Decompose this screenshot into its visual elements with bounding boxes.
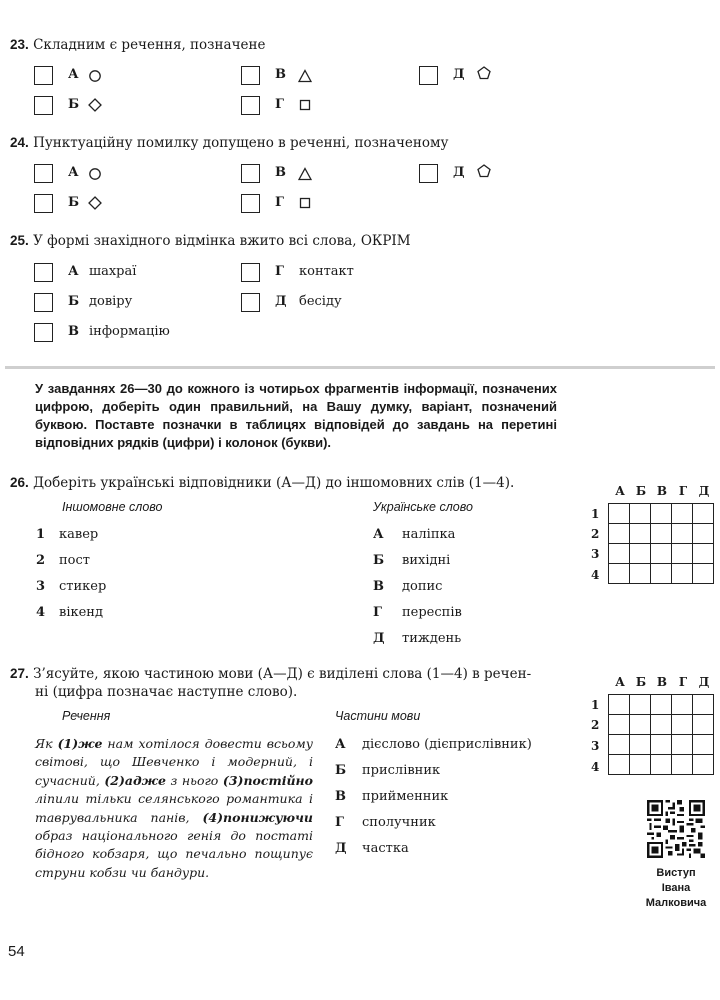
grid-cell[interactable] [693,715,714,735]
marker-1: (1) [57,736,79,751]
answer-box-h[interactable] [241,263,260,282]
grid-cell[interactable] [609,564,630,584]
grid-col-label: В [656,484,668,498]
grid-cell[interactable] [630,735,651,755]
option-word: наліпка [402,527,456,542]
diamond-icon [88,98,102,112]
grid-cell[interactable] [630,564,651,584]
answer-box-v[interactable] [241,66,260,85]
option-letter: Д [373,631,385,646]
grid-row-label: 1 [591,698,600,712]
q27-heading-cont: ні (цифра позначає наступне слово). [35,684,298,700]
grid-cell[interactable] [609,524,630,544]
question-number: 27. [10,666,29,681]
option-letter: Б [68,195,80,210]
answer-grid[interactable] [608,503,714,584]
answer-box-d[interactable] [419,164,438,183]
column-header-sentence: Речення [62,709,111,723]
grid-cell[interactable] [693,524,714,544]
qr-caption-line: Івана [661,882,691,894]
answer-box-d[interactable] [419,66,438,85]
item-word: пост [59,553,90,568]
grid-cell[interactable] [630,755,651,775]
question-number: 26. [10,475,29,490]
qr-code-icon[interactable] [647,800,705,858]
option-word: тиждень [402,631,462,646]
grid-cell[interactable] [672,504,693,524]
grid-row-label: 3 [591,739,600,753]
square-icon [298,196,312,210]
option-letter: Б [68,97,80,112]
passage-text: Як [35,736,58,751]
item-word: вікенд [59,605,103,620]
passage-text: нам хотілося довести всьому світові, що Шевченко і модерний, і сучасний, [35,736,313,788]
grid-cell[interactable] [630,504,651,524]
page-number: 54 [8,943,25,960]
section-instruction: У завданнях 26—30 до кожного із чотирьох фрагментів інформації, позначених цифрою, доберіть один правильний, на Вашу думку, варіант, позначений буквою. Поставте позначки в таблицях відповідей до завдань на перетині відповідних рядків (цифри) і колонок (букви). [35,381,557,450]
grid-cell[interactable] [651,544,672,564]
grid-cell[interactable] [630,695,651,715]
grid-cell[interactable] [609,715,630,735]
section-divider [5,366,715,369]
question-text: З’ясуйте, якою частиною мови (А—Д) є виділені слова (1—4) в речен- [33,666,532,682]
answer-box-v[interactable] [34,323,53,342]
answer-box-a[interactable] [34,164,53,183]
answer-box-a[interactable] [34,66,53,85]
circle-icon [88,69,102,83]
option-letter: А [373,527,384,542]
answer-box-h[interactable] [241,194,260,213]
passage-text: з нього [165,772,223,788]
qr-caption-line: Малковича [645,897,707,909]
marker-4: (4) [202,809,224,825]
option-letter: В [68,324,79,339]
column-header-foreign: Іншомовне слово [62,500,163,514]
grid-cell[interactable] [609,504,630,524]
q26-heading [10,475,514,491]
option-letter: А [68,165,79,180]
option-word: переспів [402,605,462,620]
answer-box-d[interactable] [241,293,260,312]
grid-cell[interactable] [693,564,714,584]
grid-cell[interactable] [693,695,714,715]
option-word: сполучник [362,815,436,830]
grid-cell[interactable] [672,735,693,755]
option-word: контакт [299,264,354,279]
grid-cell[interactable] [693,504,714,524]
grid-cell[interactable] [693,755,714,775]
highlighted-word: понижуючи [223,809,313,825]
triangle-icon [298,167,312,181]
option-letter: Б [68,294,80,309]
passage-text: образ національного генія до постаті бідного кобзаря, що печально пощипує струни кобзи чи бандури. [35,828,313,880]
q27-heading [10,666,531,682]
grid-cell[interactable] [672,755,693,775]
q25-heading [10,233,411,249]
grid-col-label: В [656,675,668,689]
answer-box-b[interactable] [34,96,53,115]
option-word: дієслово (дієприслівник) [362,737,532,752]
option-letter: В [275,165,286,180]
grid-cell[interactable] [630,524,651,544]
q24-heading [10,135,448,151]
grid-col-label: А [615,484,625,498]
grid-col-label: А [615,675,625,689]
option-word: інформацію [89,324,170,339]
grid-row-label: 2 [591,718,600,732]
question-text: Складним є речення, позначене [33,37,266,53]
grid-cell[interactable] [651,695,672,715]
answer-box-h[interactable] [241,96,260,115]
grid-cell[interactable] [672,544,693,564]
grid-col-label: Г [678,675,688,689]
item-number: 2 [36,553,46,568]
option-letter: А [335,737,346,752]
grid-cell[interactable] [651,524,672,544]
option-letter: В [275,67,286,82]
grid-col-label: Г [678,484,688,498]
option-word: прийменник [362,789,449,804]
item-number: 4 [36,605,46,620]
grid-cell[interactable] [672,524,693,544]
question-text: У формі знахідного відмінка вжито всі слова, ОКРІМ [33,233,411,249]
circle-icon [88,167,102,181]
grid-cell[interactable] [651,755,672,775]
grid-row-label: 1 [591,507,600,521]
qr-caption [630,866,720,911]
grid-cell[interactable] [609,695,630,715]
option-word: вихідні [402,553,451,568]
item-word: стикер [59,579,107,594]
option-letter: Г [275,195,284,210]
grid-cell[interactable] [609,544,630,564]
option-letter: Г [373,605,382,620]
grid-row-label: 4 [591,760,600,774]
passage-text: ліпили тільки селянського романтика і таврувальника панів, [35,791,313,825]
option-letter: Б [335,763,347,778]
grid-cell[interactable] [630,544,651,564]
diamond-icon [88,196,102,210]
marker-2: (2) [104,772,125,788]
question-text: Пунктуаційну помилку допущено в реченні, позначеному [33,135,449,151]
option-word: бесіду [299,294,342,309]
option-letter: В [335,789,346,804]
grid-cell[interactable] [651,735,672,755]
answer-box-a[interactable] [34,263,53,282]
column-header-parts-of-speech: Частини мови [335,709,421,723]
grid-cell[interactable] [651,504,672,524]
item-word: кавер [59,527,99,542]
grid-row-label: 3 [591,547,600,561]
triangle-icon [298,69,312,83]
option-letter: Г [275,264,284,279]
question-text: Доберіть українські відповідники (А—Д) до іншомовних слів (1—4). [33,475,515,491]
answer-box-b[interactable] [34,293,53,312]
grid-col-label: Д [698,484,710,498]
option-letter: Б [373,553,385,568]
option-letter: В [373,579,384,594]
option-letter: А [68,67,79,82]
grid-cell[interactable] [693,544,714,564]
qr-caption-line: Виступ [656,867,696,879]
grid-cell[interactable] [672,715,693,735]
item-number: 3 [36,579,46,594]
square-icon [298,98,312,112]
option-word: допис [402,579,443,594]
option-letter: А [68,264,79,279]
option-letter: Д [335,841,347,856]
pentagon-icon [477,164,491,178]
highlighted-word: постійно [243,772,313,788]
grid-cell[interactable] [693,735,714,755]
answer-grid[interactable] [608,694,714,775]
highlighted-word: адже [124,772,166,788]
option-letter: Д [275,294,287,309]
item-number: 1 [36,527,46,542]
option-word: шахраї [89,264,137,279]
grid-row-label: 4 [591,568,600,582]
grid-cell[interactable] [672,564,693,584]
grid-cell[interactable] [651,715,672,735]
option-letter: Д [453,165,465,180]
q23-heading [10,37,266,53]
option-letter: Г [335,815,344,830]
option-letter: Г [275,97,284,112]
grid-col-label: Б [635,675,647,689]
option-word: довіру [89,294,133,309]
question-number: 23. [10,37,29,52]
question-number: 24. [10,135,29,150]
highlighted-word: же [78,736,103,751]
grid-cell[interactable] [672,695,693,715]
marker-3: (3) [222,772,244,788]
column-header-ukrainian: Українське слово [373,500,473,514]
question-number: 25. [10,233,29,248]
grid-cell[interactable] [630,715,651,735]
answer-box-b[interactable] [34,194,53,213]
grid-cell[interactable] [609,755,630,775]
option-word: прислівник [362,763,441,778]
q27-sentence [35,735,313,882]
pentagon-icon [477,66,491,80]
grid-col-label: Д [698,675,710,689]
grid-cell[interactable] [609,735,630,755]
grid-row-label: 2 [591,527,600,541]
grid-col-label: Б [635,484,647,498]
answer-box-v[interactable] [241,164,260,183]
option-word: частка [362,841,409,856]
option-letter: Д [453,67,465,82]
grid-cell[interactable] [651,564,672,584]
